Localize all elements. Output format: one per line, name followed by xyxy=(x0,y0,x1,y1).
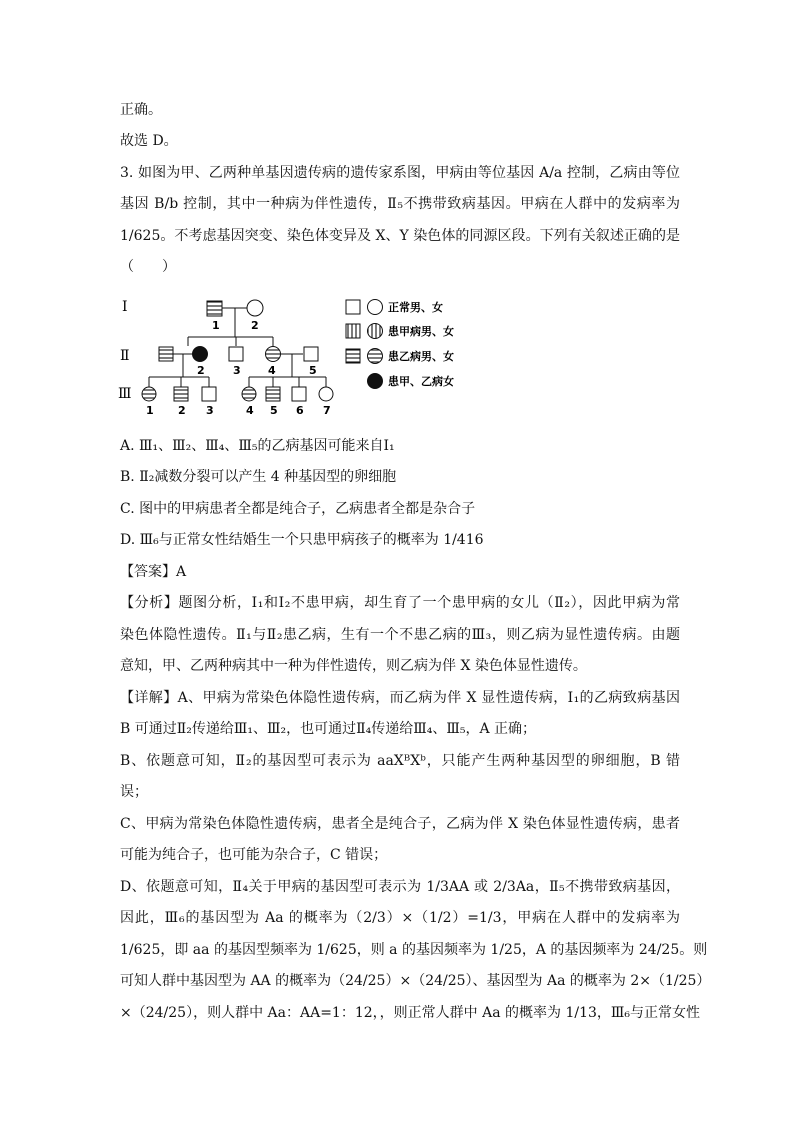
detail-text-line: 误； xyxy=(120,784,148,800)
legend-label: 患甲病男、女 xyxy=(388,325,454,338)
individual-III-1 xyxy=(142,387,156,401)
individual-III-3 xyxy=(202,387,216,401)
text-line: 正确。 xyxy=(120,102,162,118)
individual-III-6 xyxy=(292,387,306,401)
legend-normal-male-symbol xyxy=(346,300,360,314)
detail-text-line: B 可通过Ⅱ₂传递给Ⅲ₁、Ⅲ₂，也可通过Ⅱ₄传递给Ⅲ₄、Ⅲ₅，A 正确； xyxy=(120,721,537,737)
individual-label: 1 xyxy=(146,404,154,417)
detail-text-line: 可知人群中基因型为 AA 的概率为（24/25）×（24/25）、基因型为 Aa 的概率为 2×（1/25） xyxy=(120,973,711,989)
option-c: C. 图中的甲病患者全都是纯合子，乙病患者全都是杂合子 xyxy=(120,501,476,517)
text-line: 故选 D。 xyxy=(120,133,178,149)
individual-label: 2 xyxy=(178,404,186,417)
question-text-line: 基因 B/b 控制，其中一种病为伴性遗传，Ⅱ₅不携带致病基因。甲病在人群中的发病率为 xyxy=(120,196,680,212)
individual-II-4 xyxy=(266,347,281,362)
individual-I-2 xyxy=(247,300,263,316)
individual-III-4 xyxy=(242,387,256,401)
legend-label: 患乙病男、女 xyxy=(388,350,454,363)
individual-label: 3 xyxy=(233,364,241,377)
legend-normal-female-symbol xyxy=(368,300,383,315)
individual-label: 7 xyxy=(323,404,331,417)
analysis-text-line: 意知，甲、乙两种病其中一种为伴性遗传，则乙病为伴 X 染色体显性遗传。 xyxy=(120,658,587,674)
individual-II-5 xyxy=(304,347,318,361)
individual-label: 2 xyxy=(197,364,205,377)
individual-label: 1 xyxy=(212,319,220,332)
individual-label: 6 xyxy=(296,404,304,417)
legend-disease-a-male-symbol xyxy=(346,324,360,338)
analysis-text-line: 染色体隐性遗传。Ⅱ₁与Ⅱ₂患乙病，生有一个不患乙病的Ⅲ₃，则乙病为显性遗传病。由题 xyxy=(120,627,680,643)
pedigree-diagram xyxy=(118,292,488,422)
question-text-line: 3. 如图为甲、乙两种单基因遗传病的遗传家系图，甲病由等位基因 A/a 控制，乙病由等位 xyxy=(120,165,680,181)
option-b: B. Ⅱ₂减数分裂可以产生 4 种基因型的卵细胞 xyxy=(120,469,397,485)
detail-text-line: 可能为纯合子，也可能为杂合子，C 错误； xyxy=(120,847,388,863)
option-a: A. Ⅲ₁、Ⅲ₂、Ⅲ₄、Ⅲ₅的乙病基因可能来自Ⅰ₁ xyxy=(120,438,395,454)
detail-text-line: D、依题意可知，Ⅱ₄关于甲病的基因型可表示为 1/3AA 或 2/3Aa，Ⅱ₅不携带致病基因， xyxy=(120,879,680,895)
individual-label: 5 xyxy=(270,404,278,417)
legend-disease-a-female-symbol xyxy=(368,324,383,339)
generation-label-3: Ⅲ xyxy=(118,386,132,402)
pedigree-legend xyxy=(346,300,454,389)
individual-III-7 xyxy=(319,387,333,401)
individual-label: 3 xyxy=(206,404,214,417)
detail-text-line: B、依题意可知，Ⅱ₂的基因型可表示为 aaXᴮXᵇ，只能产生两种基因型的卵细胞，B 错 xyxy=(120,753,680,769)
legend-disease-b-female-symbol xyxy=(368,349,383,364)
individual-III-5 xyxy=(266,387,280,401)
individual-II-2 xyxy=(193,347,208,362)
generation-label-2: Ⅱ xyxy=(120,348,130,364)
individual-III-2 xyxy=(174,387,188,401)
individual-I-1 xyxy=(207,301,222,316)
individual-II-1 xyxy=(159,347,173,361)
individual-label: 4 xyxy=(246,404,254,417)
analysis-text-line: 【分析】题图分析，Ⅰ₁和Ⅰ₂不患甲病，却生育了一个患甲病的女儿（Ⅱ₂），因此甲病为常 xyxy=(120,595,680,611)
answer-line: 【答案】A xyxy=(120,564,187,580)
option-d: D. Ⅲ₆与正常女性结婚生一个只患甲病孩子的概率为 1/416 xyxy=(120,532,484,548)
legend-disease-b-male-symbol xyxy=(346,349,360,363)
answer-bracket: （ ） xyxy=(120,259,176,275)
generation-label-1: Ⅰ xyxy=(122,299,128,315)
individual-II-3 xyxy=(229,347,243,361)
legend-label: 正常男、女 xyxy=(388,301,443,314)
detail-text-line: C、甲病为常染色体隐性遗传病，患者全是纯合子，乙病为伴 X 染色体显性遗传病，患者 xyxy=(120,816,680,832)
legend-label: 患甲、乙病女 xyxy=(388,375,454,388)
individual-label: 5 xyxy=(309,364,317,377)
legend-both-diseases-female-symbol xyxy=(368,374,383,389)
individual-label: 4 xyxy=(268,364,276,377)
question-text-line: 1/625。不考虑基因突变、染色体变异及 X、Y 染色体的同源区段。下列有关叙述正确的是 xyxy=(120,228,680,244)
detail-text-line: ×（24/25），则人群中 Aa：AA=1：12，，则正常人群中 Aa 的概率为 1/13，Ⅲ₆与正常女性 xyxy=(120,1005,701,1021)
detail-text-line: 因此，Ⅲ₆的基因型为 Aa 的概率为（2/3）×（1/2）=1/3，甲病在人群中的发病率为 xyxy=(120,910,680,926)
detail-text-line: 1/625，即 aa 的基因型频率为 1/625，则 a 的基因频率为 1/25，A 的基因频率为 24/25。则 xyxy=(120,942,708,958)
individual-label: 2 xyxy=(251,319,259,332)
detail-text-line: 【详解】A、甲病为常染色体隐性遗传病，而乙病为伴 X 显性遗传病，Ⅰ₁的乙病致病基因 xyxy=(120,690,680,706)
